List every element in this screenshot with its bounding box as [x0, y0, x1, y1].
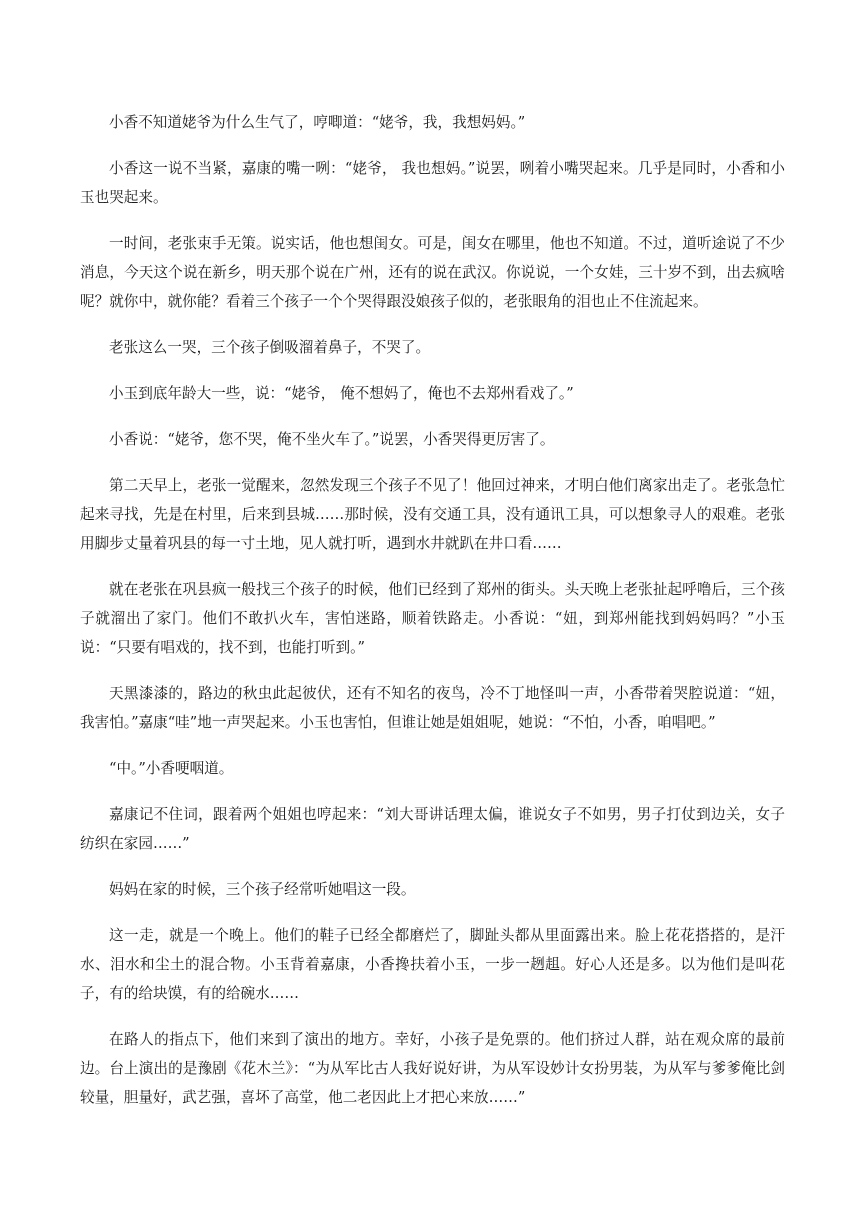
paragraph: “中。”小香哽咽道。	[109, 760, 234, 777]
paragraph: 老张这么一哭，三个孩子倒吸溜着鼻子，不哭了。	[109, 339, 431, 356]
paragraph: 嘉康记不住词，跟着两个姐姐也哼起来：“刘大哥讲话理太偏，谁说女子不如男，男子打仗到边关，女子纺织在家园……”	[80, 806, 785, 852]
paragraph: 小香这一说不当紧，嘉康的嘴一咧：“姥爷， 我也想妈。”说罢，咧着小嘴哭起来。几乎是同时，小香和小玉也哭起来。	[80, 160, 785, 206]
paragraph: 这一走，就是一个晚上。他们的鞋子已经全都磨烂了，脚趾头都从里面露出来。脸上花花搭搭的，是汗水、泪水和尘土的混合物。小玉背着嘉康，小香搀扶着小玉，一步一趔趄。好心人还是多。以为他们是叫花子，有的给块馍，有的给碗水……	[80, 927, 785, 1002]
paragraph: 第二天早上，老张一觉醒来，忽然发现三个孩子不见了！他回过神来，才明白他们离家出走了。老张急忙起来寻找，先是在村里，后来到县城……那时候，没有交通工具，没有通讯工具，可以想象寻人的艰难。老张用脚步丈量着巩县的每一寸土地，见人就打听，遇到水井就趴在井口看……	[80, 477, 785, 552]
paragraph: 在路人的指点下，他们来到了演出的地方。幸好，小孩子是免票的。他们挤过人群，站在观众席的最前边。台上演出的是豫剧《花木兰》：“为从军比古人我好说好讲，为从军设妙计女扮男装，为从军与爹爹俺比剑较量，胆量好，武艺强，喜坏了高堂，他二老因此上才把心来放……”	[80, 1031, 785, 1106]
paragraph: 一时间，老张束手无策。说实话，他也想闺女。可是，闺女在哪里，他也不知道。不过，道听途说了不少消息，今天这个说在新乡，明天那个说在广州，还有的说在武汉。你说说，一个女娃，三十岁不到，出去疯啥呢？就你中，就你能？看着三个孩子一个个哭得跟没娘孩子似的，老张眼角的泪也止不住流起来。	[80, 235, 785, 310]
paragraph: 就在老张在巩县疯一般找三个孩子的时候，他们已经到了郑州的街头。头天晚上老张扯起呼噜后，三个孩子就溜出了家门。他们不敢扒火车，害怕迷路，顺着铁路走。小香说：“妞，到郑州能找到妈妈吗？”小玉说：“只要有唱戏的，找不到，也能打听到。”	[80, 581, 785, 656]
paragraph: 小香不知道姥爷为什么生气了，哼唧道：“姥爷，我，我想妈妈。”	[109, 114, 526, 131]
paragraph: 妈妈在家的时候，三个孩子经常听她唱这一段。	[109, 881, 416, 898]
paragraph: 天黑漆漆的，路边的秋虫此起彼伏，还有不知名的夜鸟，冷不丁地怪叫一声，小香带着哭腔说道：“妞，我害怕。”嘉康“哇”地一声哭起来。小玉也害怕，但谁让她是姐姐呢，她说：“不怕，小香，咱唱吧。”	[80, 685, 785, 731]
paragraph: 小玉到底年龄大一些，说：“姥爷， 俺不想妈了，俺也不去郑州看戏了。”	[109, 385, 574, 402]
paragraph: 小香说：“姥爷，您不哭，俺不坐火车了。”说罢，小香哭得更厉害了。	[109, 431, 555, 448]
document-body	[80, 108, 785, 1129]
